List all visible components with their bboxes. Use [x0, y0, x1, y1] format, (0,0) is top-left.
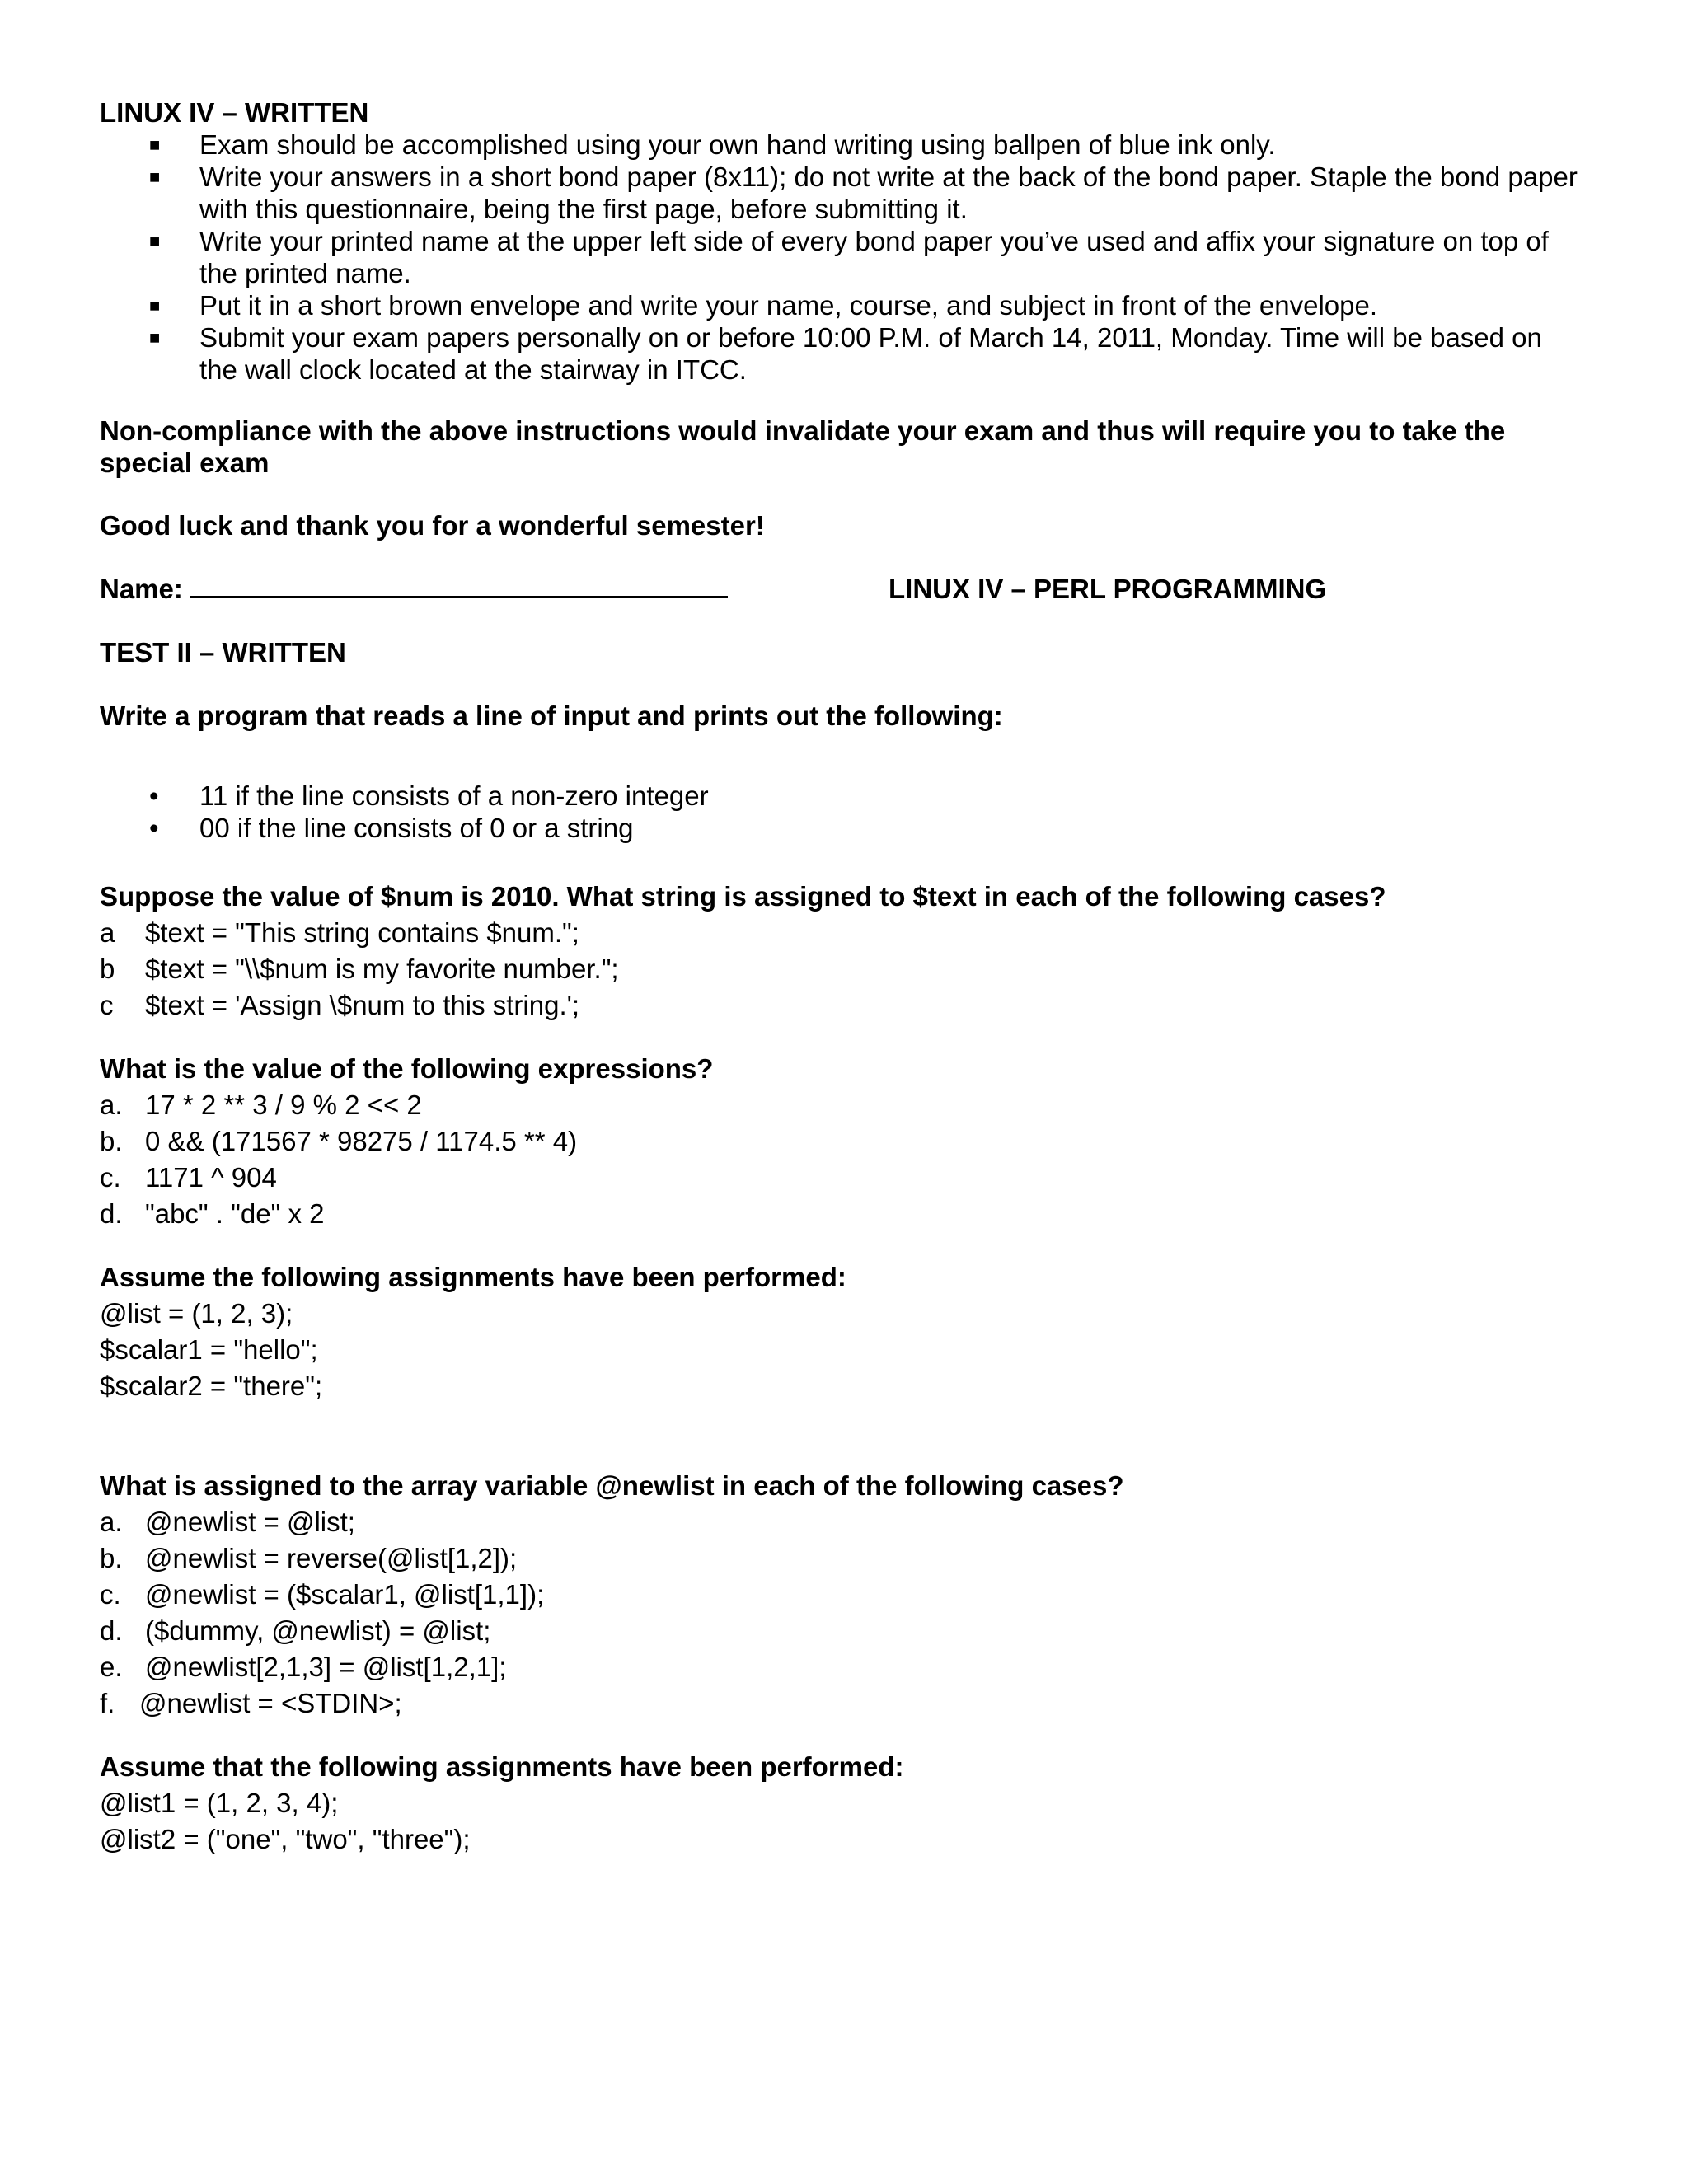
question-2-prompt: Suppose the value of $num is 2010. What string is assigned to $text in each of the following cases? — [100, 881, 1386, 912]
name-blank-line — [190, 573, 728, 598]
good-luck-message: Good luck and thank you for a wonderful semester! — [100, 510, 765, 541]
square-bullet-icon: ■ — [149, 231, 161, 251]
bullet-icon: • — [149, 780, 159, 811]
question-5-prompt: What is assigned to the array variable @newlist in each of the following cases? — [100, 1470, 1124, 1501]
list-item: • 11 if the line consists of a non-zero integer — [149, 780, 709, 811]
list-item: d. ($dummy, @newlist) = @list; — [100, 1615, 491, 1646]
list-item: c. @newlist = ($scalar1, @list[1,1]); — [100, 1579, 545, 1610]
square-bullet-icon: ■ — [149, 295, 161, 316]
list-item: c. 1171 ^ 904 — [100, 1162, 277, 1193]
list-item: ■ Write your answers in a short bond paper (8x11); do not write at the back of the bond paper. Staple the bond paper with this questionnaire, being the first page, before submitting it. — [149, 162, 1578, 224]
question-2-items — [100, 916, 924, 1025]
list-item: b. @newlist = reverse(@list[1,2]); — [100, 1543, 518, 1573]
list-item: b. 0 && (171567 * 98275 / 1174.5 ** 4) — [100, 1126, 578, 1156]
question-3-prompt: What is the value of the following expressions? — [100, 1053, 714, 1084]
name-label: Name: — [100, 574, 183, 604]
list-item: b $text = "\\$num is my favorite number."; — [100, 954, 619, 984]
instruction-list — [100, 129, 1583, 386]
exam-title: LINUX IV – WRITTEN — [100, 97, 369, 128]
question-1-prompt: Write a program that reads a line of input and prints out the following: — [100, 701, 1003, 731]
non-compliance-notice: Non-compliance with the above instructions would invalidate your exam and thus will require you to take the special exam — [100, 415, 1506, 478]
list-item: d. "abc" . "de" x 2 — [100, 1198, 325, 1229]
code-line: $scalar2 = "there"; — [100, 1371, 323, 1401]
subject-title: LINUX IV – PERL PROGRAMMING — [889, 574, 1327, 604]
list-item: ■ Submit your exam papers personally on or before 10:00 P.M. of March 14, 2011, Monday. Time will be based on the wall clock located at the stairway in ITCC. — [149, 322, 1542, 385]
list-item: a $text = "This string contains $num."; — [100, 917, 579, 948]
list-item: e. @newlist[2,1,3] = @list[1,2,1]; — [100, 1652, 507, 1682]
code-line: @list = (1, 2, 3); — [100, 1298, 293, 1329]
question-4-prompt: Assume the following assignments have been performed: — [100, 1262, 846, 1292]
list-item: a. 17 * 2 ** 3 / 9 % 2 << 2 — [100, 1090, 422, 1120]
square-bullet-icon: ■ — [149, 327, 161, 348]
list-item: f. @newlist = <STDIN>; — [100, 1688, 402, 1718]
square-bullet-icon: ■ — [149, 166, 161, 187]
test-title: TEST II – WRITTEN — [100, 637, 346, 668]
code-line: @list2 = ("one", "two", "three"); — [100, 1824, 471, 1854]
question-3-items — [100, 1089, 924, 1234]
square-bullet-icon: ■ — [149, 134, 161, 155]
question-5-items — [100, 1506, 924, 1723]
question-1-bullets — [100, 780, 709, 844]
question-6-prompt: Assume that the following assignments have been performed: — [100, 1751, 904, 1782]
list-item: ■ Put it in a short brown envelope and write your name, course, and subject in front of the envelope. — [149, 290, 1378, 321]
list-item: • 00 if the line consists of 0 or a string — [149, 813, 634, 843]
question-6-code — [100, 1787, 924, 1859]
list-item: c $text = 'Assign \$num to this string.'; — [100, 990, 580, 1020]
list-item: ■ Write your printed name at the upper left side of every bond paper you’ve used and affix your signature on top of the printed name. — [149, 226, 1549, 288]
list-item: a. @newlist = @list; — [100, 1507, 355, 1537]
list-item: ■ Exam should be accomplished using your own hand writing using ballpen of blue ink only. — [149, 129, 1276, 160]
question-4-code — [100, 1297, 924, 1406]
code-line: @list1 = (1, 2, 3, 4); — [100, 1788, 339, 1818]
name-field — [100, 573, 728, 605]
code-line: $scalar1 = "hello"; — [100, 1334, 318, 1365]
bullet-icon: • — [149, 813, 159, 843]
